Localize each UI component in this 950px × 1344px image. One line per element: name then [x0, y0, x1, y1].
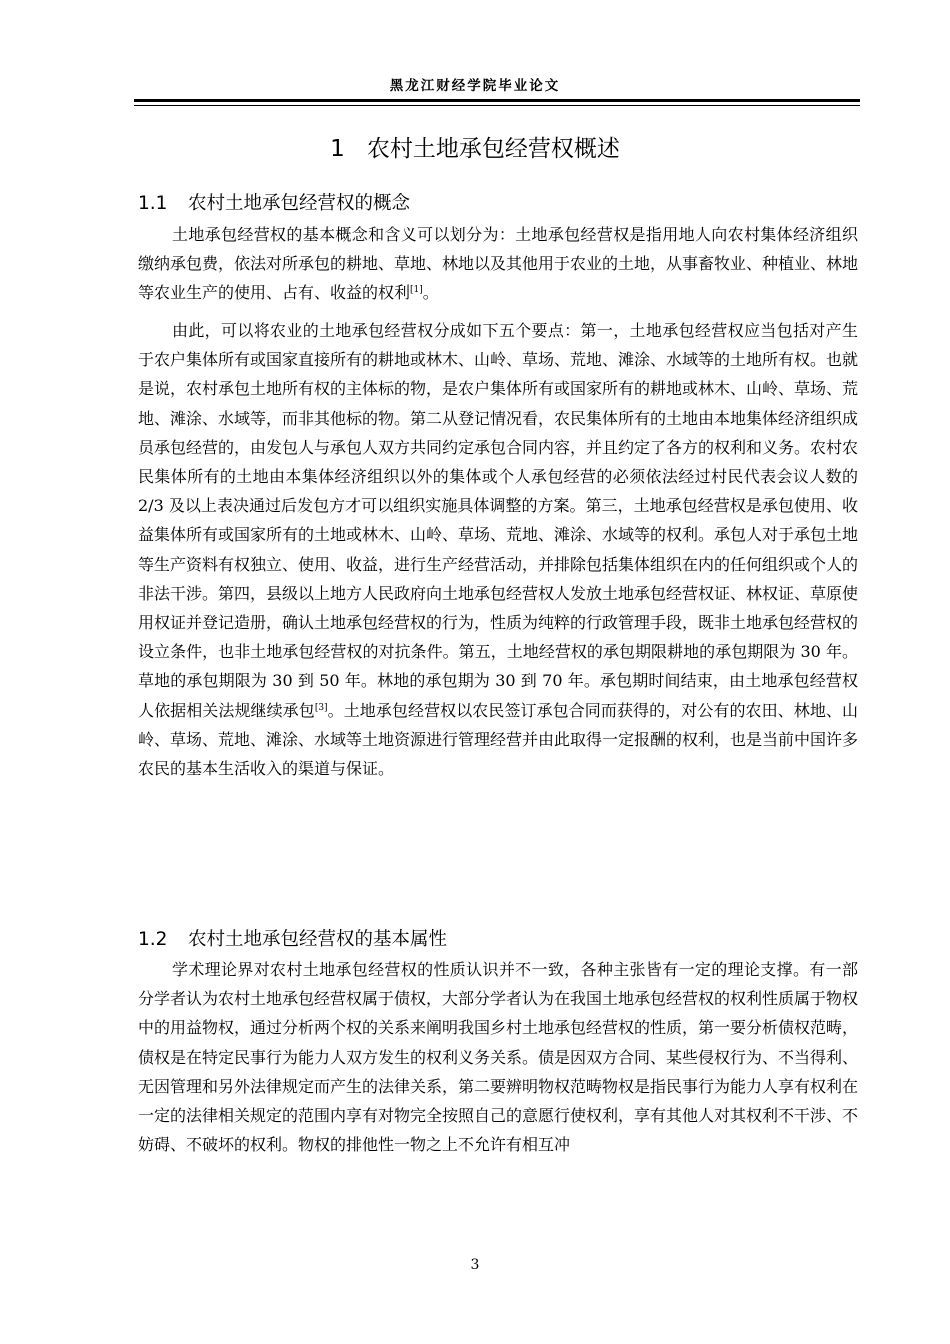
- section-number: 1.1: [138, 193, 168, 214]
- paragraph-text: 由此，可以将农业的土地承包经营权分成如下五个要点：第一，土地承包经营权应当包括对产生于农户集体所有或国家直接所有的耕地或林木、山岭、草场、荒地、滩涂、水域等的土地所有权。也就是说，农村承包土地所有权的主体标的物，是农户集体所有或国家所有的耕地或林木、山岭、草场、荒地、滩涂、水域等，而非其他标的物。第二从登记情况看，农民集体所有的土地由本地集体经济组织成员承包经营的，由发包人与承包人双方共同约定承包合同内容，并且约定了各方的权利和义务。农村农民集体所有的土地由本集体经济组织以外的集体或个人承包经营的必须依法经过村民代表会议人数的 2/3 及以上表决通过后发包方才可以组织实施具体调整的方案。第三，土地承包经营权是承包使用、收益集体所有或国家所有的土地或林木、山岭、草场、荒地、滩涂、水域等的权利。承包人对于承包土地等生产资料有权独立、使用、收益，进行生产经营活动，并排除包括集体组织在内的任何组织或个人的非法干涉。第四，县级以上地方人民政府向土地承包经营权人发放土地承包经营权证、林权证、草原使用权证并登记造册，确认土地承包经营权的行为，性质为纯粹的行政管理手段，既非土地承包经营权的设立条件，也非土地承包经营权的对抗条件。第五，土地经营权的承包期限耕地的承包期限为 30 年。草地的承包期限为 30 到 50 年。林地的承包期为 30 到 70 年。承包期时间结束，由土地承包经营权人依据相关法规继续承包: [138, 321, 859, 720]
- paragraph-text: 土地承包经营权的基本概念和含义可以划分为：土地承包经营权是指用地人向农村集体经济组织缴纳承包费，依法对所承包的耕地、草地、林地以及其他用于农业的土地，从事畜牧业、种植业、林地等农业生产的使用、占有、收益的权利: [138, 225, 859, 303]
- paragraph-text-end: 。: [422, 283, 439, 303]
- section-heading-1-2: [138, 925, 447, 951]
- running-header: 黑龙江财经学院毕业论文: [389, 78, 561, 94]
- citation-ref: [3]: [314, 702, 328, 713]
- section-heading-1-1: [138, 189, 410, 215]
- section-number: 1.2: [138, 929, 168, 950]
- paragraph: [138, 316, 858, 783]
- chapter-heading: [0, 130, 950, 163]
- header-rule-thin: [134, 105, 860, 106]
- section-title: 农村土地承包经营权的概念: [188, 193, 411, 214]
- header-rule-thick: [134, 99, 860, 102]
- paragraph-text: 学术理论界对农村土地承包经营权的性质认识并不一致，各种主张皆有一定的理论支撑。有一部分学者认为农村土地承包经营权属于债权，大部分学者认为在我国土地承包经营权的权利性质属于物权中的用益物权，通过分析两个权的关系来阐明我国乡村土地承包经营权的性质，第一要分析债权范畴，债权是在特定民事行为能力人双方发生的权利义务关系。债是因双方合同、某些侵权行为、不当得利、无因管理和另外法律规定而产生的法律关系，第二要辨明物权范畴物权是指民事行为能力人享有权利在一定的法律相关规定的范围内享有对物完全按照自己的意愿行使权利，享有其他人对其权利不干涉、不妨碍、不破坏的权利。物权的排他性一物之上不允许有相互冲: [138, 960, 859, 1155]
- section-title: 农村土地承包经营权的基本属性: [188, 929, 448, 950]
- page-number: 3: [470, 1257, 480, 1273]
- chapter-number: 1: [330, 136, 345, 162]
- paragraph: [138, 955, 858, 1159]
- chapter-title: 农村土地承包经营权概述: [366, 136, 620, 162]
- paragraph-text-end: 。土地承包经营权以农民签订承包合同而获得的，对公有的农田、林地、山岭、草场、荒地、滩涂、水域等土地资源进行管理经营并由此取得一定报酬的权利，也是当前中国许多农民的基本生活收入的渠道与保证。: [138, 700, 859, 779]
- citation-ref: [1]: [410, 285, 423, 296]
- paragraph: [138, 220, 858, 308]
